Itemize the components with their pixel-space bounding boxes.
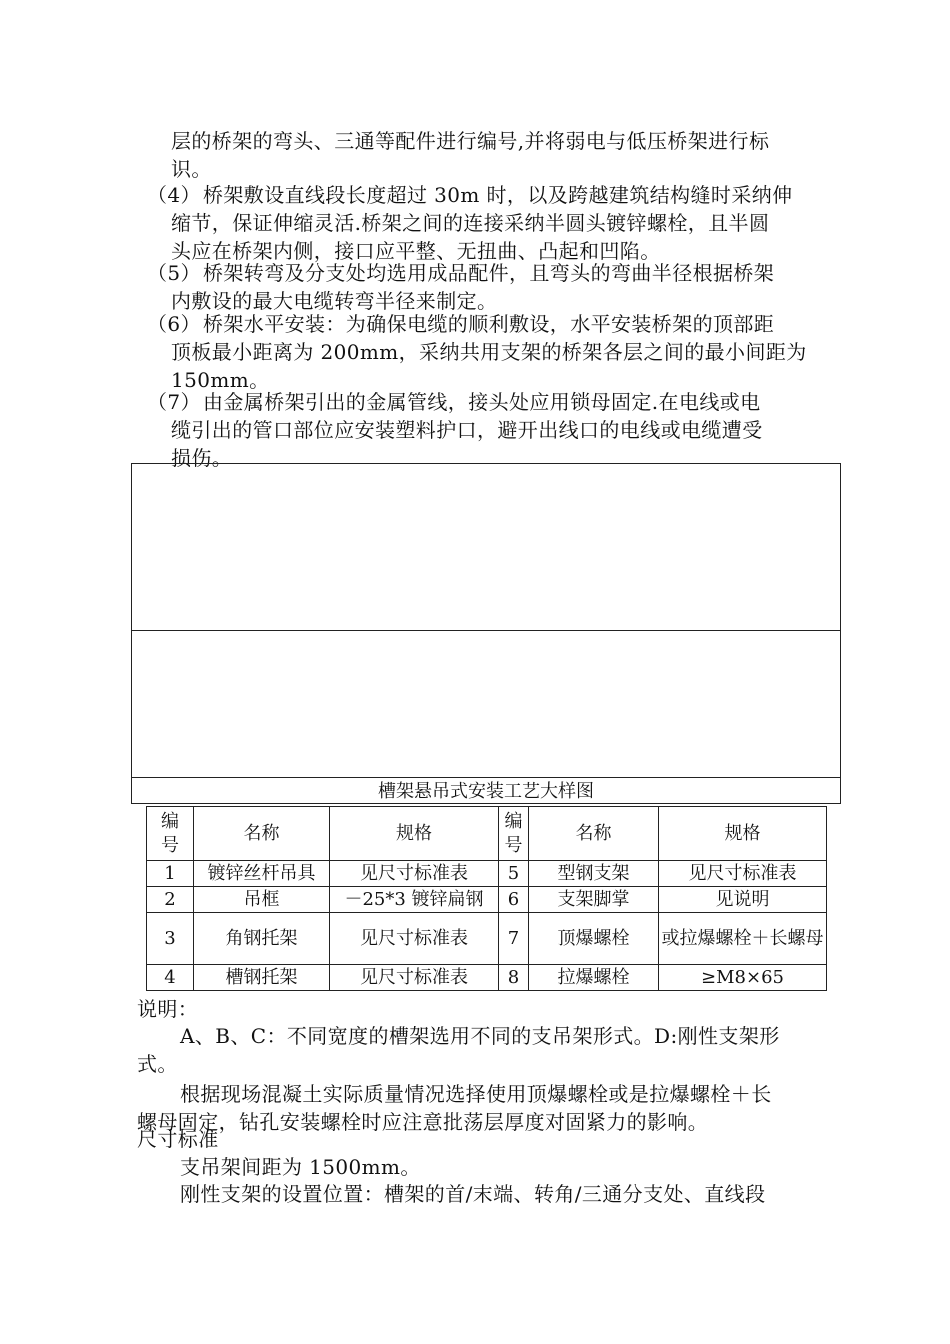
table-row bbox=[147, 965, 827, 991]
table-cell: 拉爆螺栓 bbox=[529, 965, 659, 991]
header-cell: 编号 bbox=[147, 807, 194, 861]
text-line: 层的桥架的弯头、三通等配件进行编号,并将弱电与低压桥架进行标 bbox=[171, 129, 770, 153]
header-cell: 名称 bbox=[529, 807, 659, 861]
table-cell: 吊框 bbox=[194, 887, 330, 913]
text-line: A、B、C：不同宽度的槽架选用不同的支吊架形式。D:刚性支架形 bbox=[180, 1024, 780, 1048]
text-line: 由金属桥架引出的金属管线，接头处应用锁母固定.在电线或电 bbox=[203, 390, 761, 414]
figure-frame bbox=[131, 463, 841, 804]
table-cell: 角钢托架 bbox=[194, 913, 330, 965]
text-line: 内敷设的最大电缆转弯半径来制定。 bbox=[171, 289, 498, 313]
table-row bbox=[147, 913, 827, 965]
notes-heading: 说明： bbox=[137, 997, 199, 1021]
table-cell: 型钢支架 bbox=[529, 861, 659, 887]
header-cell: 规格 bbox=[659, 807, 827, 861]
table-cell: 镀锌丝杆吊具 bbox=[194, 861, 330, 887]
text-line: 桥架转弯及分支处均选用成品配件，且弯头的弯曲半径根据桥架 bbox=[203, 261, 775, 285]
table-header-row bbox=[147, 807, 827, 861]
text-line: 头应在桥架内侧，接口应平整、无扭曲、凸起和凹陷。 bbox=[171, 239, 661, 263]
table-cell: 见尺寸标准表 bbox=[330, 913, 499, 965]
table-cell: －25*3 镀锌扁钢 bbox=[330, 887, 499, 913]
table-cell: 见尺寸标准表 bbox=[659, 861, 827, 887]
header-cell: 名称 bbox=[194, 807, 330, 861]
size-standard-heading: 尺寸标准 bbox=[137, 1127, 219, 1151]
table-cell: 4 bbox=[147, 965, 194, 991]
text-line: 150mm。 bbox=[171, 368, 270, 392]
table-cell: 7 bbox=[499, 913, 529, 965]
table-row bbox=[147, 887, 827, 913]
notes-paragraph-4: 刚性支架的设置位置：槽架的首/末端、转角/三通分支处、直线段 bbox=[180, 1182, 766, 1206]
table-cell: 支架脚掌 bbox=[529, 887, 659, 913]
text-line: 桥架敷设直线段长度超过 30m 时，以及跨越建筑结构缝时采纳伸 bbox=[203, 183, 793, 207]
table-cell: ≥M8×65 bbox=[659, 965, 827, 991]
table-row bbox=[147, 861, 827, 887]
notes-paragraph-3: 支吊架间距为 1500mm。 bbox=[180, 1155, 421, 1179]
table-cell: 见尺寸标准表 bbox=[330, 965, 499, 991]
list-number: （4） bbox=[147, 183, 201, 207]
header-cell: 规格 bbox=[330, 807, 499, 861]
table-cell: 3 bbox=[147, 913, 194, 965]
table-cell: 顶爆螺栓 bbox=[529, 913, 659, 965]
list-number: （5） bbox=[147, 261, 201, 285]
list-number: （6） bbox=[147, 312, 201, 336]
list-item-7 bbox=[147, 388, 763, 472]
table-cell: 5 bbox=[499, 861, 529, 887]
list-item-4 bbox=[147, 181, 793, 265]
text-line: 损伤。 bbox=[171, 446, 233, 470]
intro-paragraph bbox=[171, 127, 769, 183]
table-cell: 槽钢托架 bbox=[194, 965, 330, 991]
table-cell: 或拉爆螺栓＋长螺母 bbox=[659, 913, 827, 965]
list-number: （7） bbox=[147, 390, 201, 414]
list-item-5 bbox=[147, 259, 774, 315]
text-line: 螺母固定，钻孔安装螺栓时应注意批荡层厚度对固紧力的影响。 bbox=[137, 1110, 709, 1134]
table-cell: 2 bbox=[147, 887, 194, 913]
text-line: 桥架水平安装：为确保电缆的顺利敷设，水平安装桥架的顶部距 bbox=[203, 312, 775, 336]
text-line: 缩节，保证伸缩灵活.桥架之间的连接采纳半圆头镀锌螺栓，且半圆 bbox=[171, 211, 770, 235]
table-cell: 见尺寸标准表 bbox=[330, 861, 499, 887]
text-line: 顶板最小距离为 200mm，采纳共用支架的桥架各层之间的最小间距为 bbox=[171, 340, 807, 364]
text-line: 识。 bbox=[171, 157, 212, 181]
table-cell: 见说明 bbox=[659, 887, 827, 913]
text-line: 根据现场混凝土实际质量情况选择使用顶爆螺栓或是拉爆螺栓＋长 bbox=[180, 1082, 772, 1106]
figure-divider bbox=[132, 630, 840, 631]
notes-paragraph-2 bbox=[137, 1080, 772, 1136]
text-line: 缆引出的管口部位应安装塑料护口，避开出线口的电线或电缆遭受 bbox=[171, 418, 763, 442]
header-cell: 编号 bbox=[499, 807, 529, 861]
table-cell: 8 bbox=[499, 965, 529, 991]
parts-table bbox=[146, 806, 827, 991]
table-cell: 1 bbox=[147, 861, 194, 887]
notes-paragraph-1 bbox=[137, 1022, 780, 1078]
table-cell: 6 bbox=[499, 887, 529, 913]
figure-caption: 槽架悬吊式安装工艺大样图 bbox=[132, 777, 840, 805]
text-line: 式。 bbox=[137, 1052, 178, 1076]
list-item-6 bbox=[147, 310, 807, 394]
